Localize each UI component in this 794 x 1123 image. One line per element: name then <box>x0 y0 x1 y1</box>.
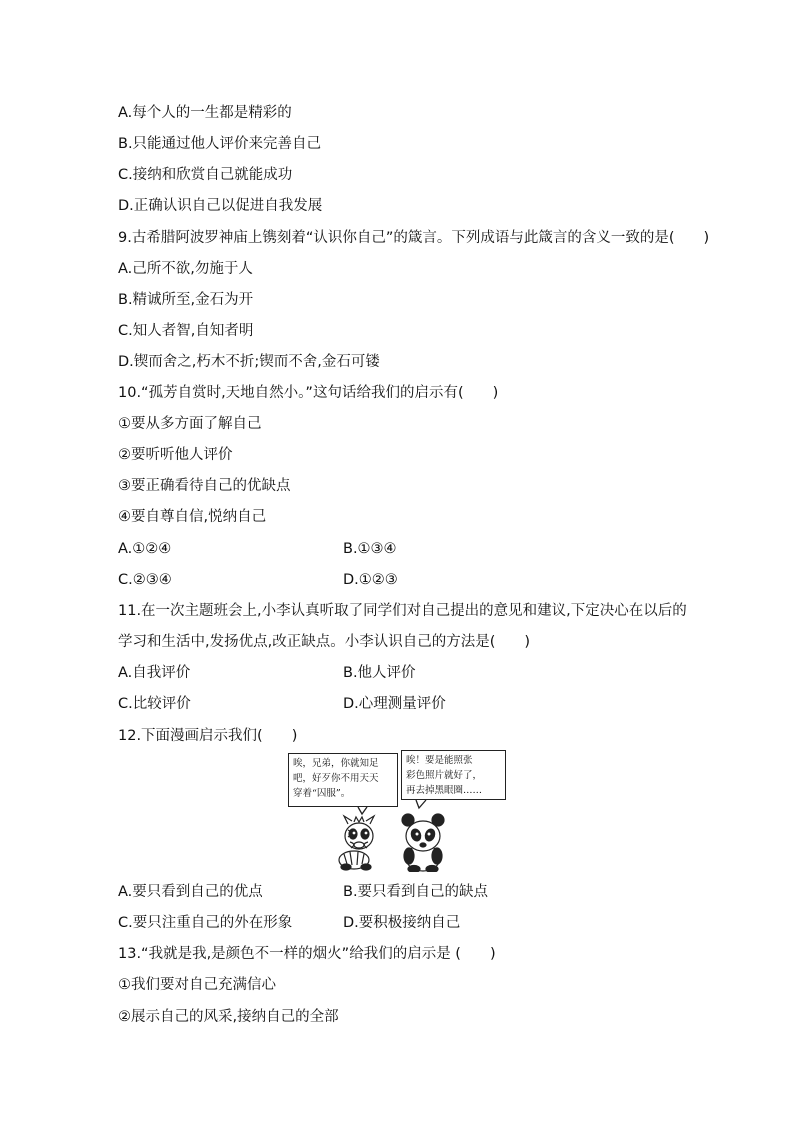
bubble-line: 吧，好歹你不用天天 <box>293 773 379 784</box>
q10-option-d: D.①②③ <box>343 572 398 588</box>
q9-option-b: B.精诚所至,金石为开 <box>118 292 254 308</box>
q13-item-2: ②展示自己的风采,接纳自己的全部 <box>118 1009 339 1025</box>
bubble-line: 彩色照片就好了， <box>406 770 483 781</box>
q10-item-1: ①要从多方面了解自己 <box>118 416 262 432</box>
q12-option-b: B.要只看到自己的缺点 <box>343 884 489 900</box>
q13-item-1: ①我们要对自己充满信心 <box>118 977 276 993</box>
bubble-line: 穿着“囚服”。 <box>293 788 351 799</box>
q11-option-d: D.心理测量评价 <box>343 696 446 712</box>
q8-option-a: A.每个人的一生都是精彩的 <box>118 105 292 121</box>
q11-stem-line1: 11.在一次主题班会上,小李认真听取了同学们对自己提出的意见和建议,下定决心在以后的 <box>118 603 687 619</box>
q11-option-b: B.他人评价 <box>343 665 416 681</box>
q12-option-d: D.要积极接纳自己 <box>343 915 461 931</box>
q9-option-c: C.知人者智,自知者明 <box>118 323 254 339</box>
q12-option-c: C.要只注重自己的外在形象 <box>118 915 293 931</box>
q10-option-a: A.①②④ <box>118 541 172 557</box>
q10-item-3: ③要正确看待自己的优缺点 <box>118 478 291 494</box>
q8-option-b: B.只能通过他人评价来完善自己 <box>118 136 322 152</box>
q12-option-a: A.要只看到自己的优点 <box>118 884 263 900</box>
q10-item-4: ④要自尊自信,悦纳自己 <box>118 509 267 525</box>
zebra-icon <box>339 816 374 870</box>
q9-stem: 9.古希腊阿波罗神庙上镌刻着“认识你自己”的箴言。下列成语与此箴言的含义一致的是( ) <box>118 230 710 246</box>
q10-stem: 10.“孤芳自赏时,天地自然小。”这句话给我们的启示有( ) <box>118 385 499 401</box>
q10-option-b: B.①③④ <box>343 541 397 557</box>
q10-option-c: C.②③④ <box>118 572 172 588</box>
q10-item-2: ②要听听他人评价 <box>118 447 233 463</box>
comic-illustration <box>288 750 506 872</box>
q11-stem-line2: 学习和生活中,发扬优点,改正缺点。小李认识自己的方法是( ) <box>118 634 531 650</box>
q9-option-a: A.己所不欲,勿施于人 <box>118 261 253 277</box>
bubble-line: 再去掉黑眼圈…… <box>406 785 483 796</box>
bubble-line: 唉，兄弟，你就知足 <box>293 758 379 769</box>
panda-speech-bubble <box>401 750 506 800</box>
q8-option-d: D.正确认识自己以促进自我发展 <box>118 198 323 214</box>
q12-stem: 12.下面漫画启示我们( ) <box>118 728 298 744</box>
q8-option-c: C.接纳和欣赏自己就能成功 <box>118 167 293 183</box>
zebra-speech-bubble <box>288 753 398 807</box>
q11-option-c: C.比较评价 <box>118 696 191 712</box>
q11-option-a: A.自我评价 <box>118 665 191 681</box>
q9-option-d: D.锲而舍之,朽木不折;锲而不舍,金石可镂 <box>118 354 380 370</box>
bubble-line: 唉！要是能照张 <box>406 755 473 766</box>
panda-icon <box>402 814 444 872</box>
q13-stem: 13.“我就是我,是颜色不一样的烟火”给我们的启示是 ( ) <box>118 946 496 962</box>
